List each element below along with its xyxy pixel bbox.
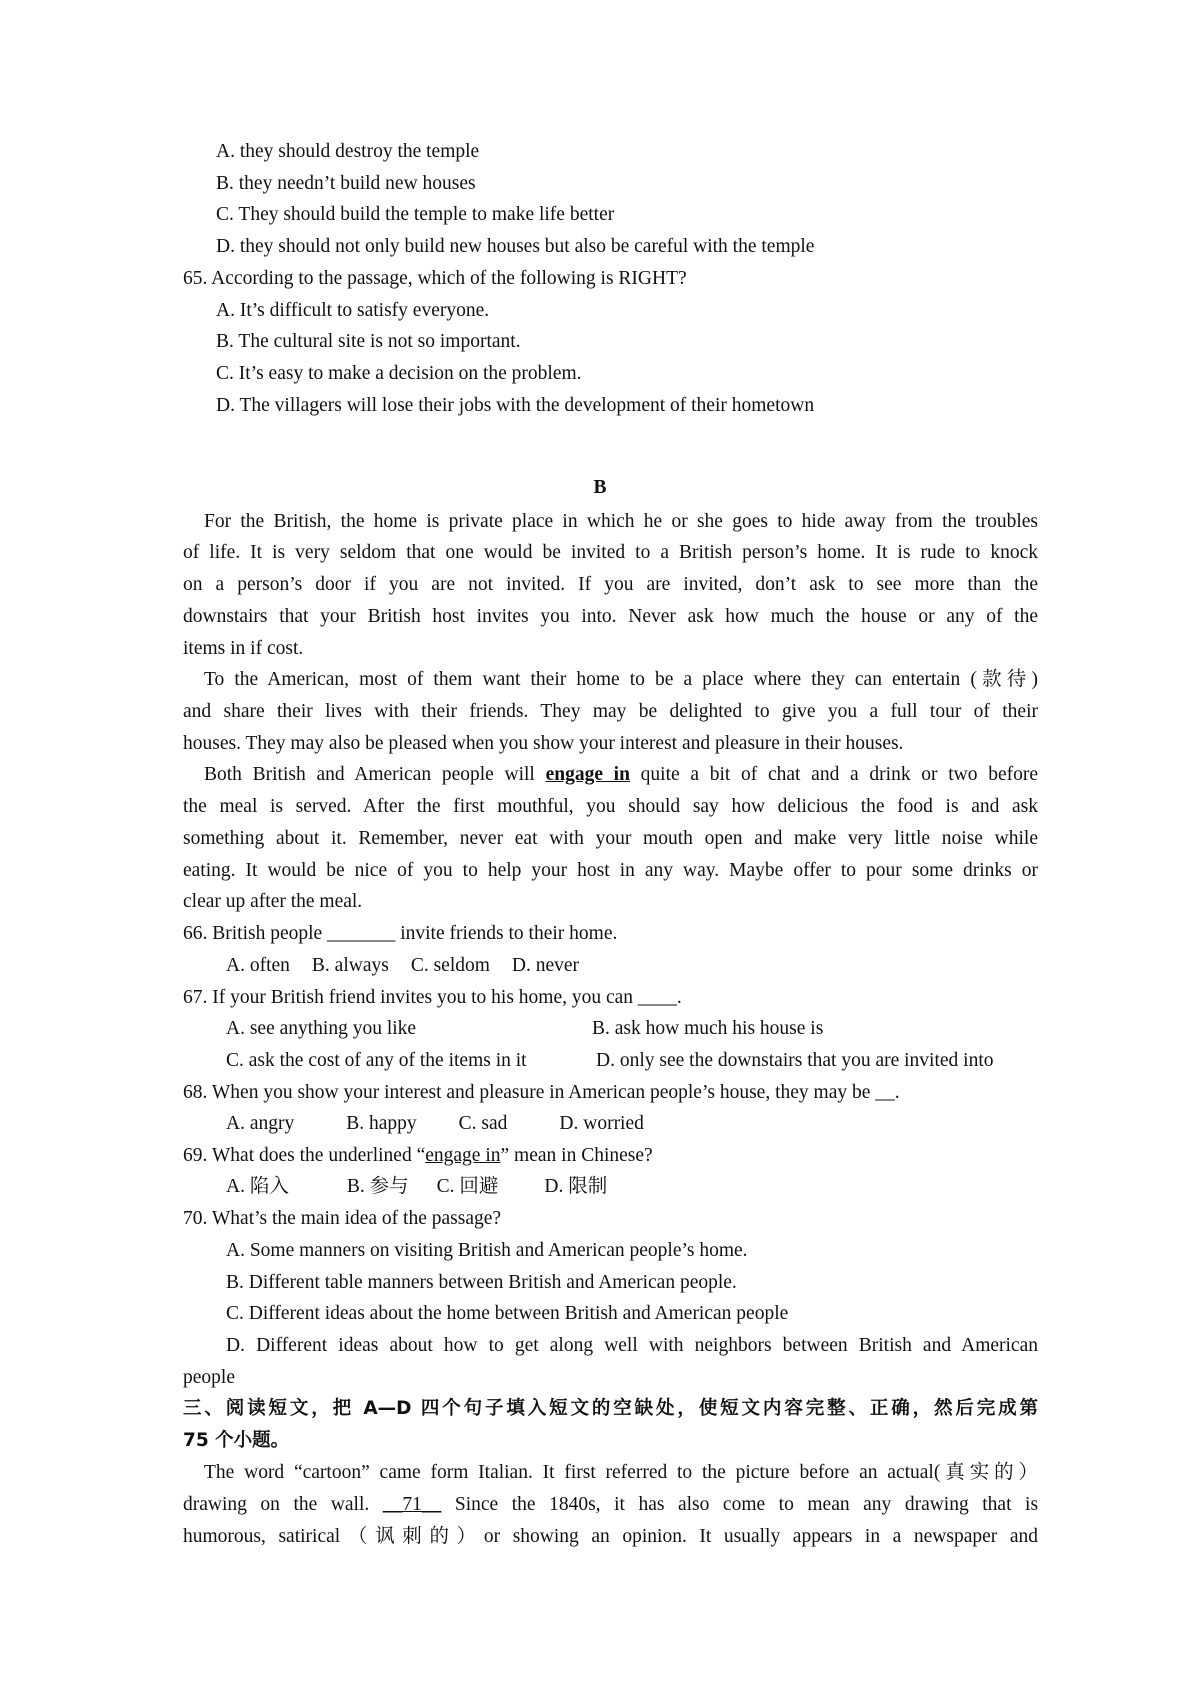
blank-71: __71__: [382, 1494, 442, 1515]
q67-option-d: D. only see the downstairs that you are invited into: [596, 1050, 994, 1071]
passage-b-p1-line-3: on a person’s door if you are not invited. If you are invited, don’t ask to see more than the: [183, 574, 1038, 595]
passage-b-p1-line-2: of life. It is very seldom that one would be invited to a British person’s home. It is rude to knock: [183, 542, 1038, 563]
q68-option-b: B. happy: [346, 1113, 417, 1134]
q68-options: [226, 1112, 666, 1136]
passage-b-p3-line-1: [204, 763, 1038, 787]
cartoon-line-2-post: Since the 1840s, it has also come to mean any drawing that is: [454, 1494, 1039, 1515]
passage-b-p3-line-4: eating. It would be nice of you to help your host in any way. Maybe offer to pour some drinks or: [183, 860, 1038, 881]
q64-option-a: A. they should destroy the temple: [216, 141, 480, 162]
q70-option-d-line-1: D. Different ideas about how to get along well with neighbors between British and American: [226, 1335, 1038, 1356]
q65-stem: 65. According to the passage, which of the following is RIGHT?: [183, 268, 687, 289]
cartoon-passage-line-2: [183, 1493, 1038, 1517]
q69-options: [226, 1175, 629, 1199]
q67-stem: 67. If your British friend invites you to his home, you can ____.: [183, 987, 682, 1008]
q68-option-d: D. worried: [559, 1113, 644, 1134]
q67-option-c: C. ask the cost of any of the items in it: [226, 1050, 527, 1071]
q68-option-a: A. angry: [226, 1113, 295, 1134]
q64-option-c: C. They should build the temple to make life better: [216, 204, 615, 225]
q70-option-b: B. Different table manners between British and American people.: [226, 1272, 737, 1293]
passage-b-p2-line-1: To the American, most of them want their home to be a place where they can entertain (款待): [204, 669, 1038, 690]
q64-option-b: B. they needn’t build new houses: [216, 173, 476, 194]
q65-option-d: D. The villagers will lose their jobs with the development of their hometown: [216, 395, 815, 416]
q66-option-d: D. never: [511, 955, 580, 976]
engage-in-keyword: engage in: [545, 764, 630, 785]
section-b-heading: B: [593, 477, 607, 498]
q69-stem-post: ” mean in Chinese?: [500, 1145, 653, 1166]
passage-b-p2-line-2: and share their lives with their friends. They may be delighted to give you a full tour of their: [183, 701, 1038, 722]
passage-b-p1-line-4: downstairs that your British host invites you into. Never ask how much the house or any of the: [183, 606, 1038, 627]
q69-stem-pre: 69. What does the underlined “: [183, 1145, 426, 1166]
q64-option-d: D. they should not only build new houses but also be careful with the temple: [216, 236, 815, 257]
q69-option-a: A. 陷入: [226, 1176, 289, 1197]
q68-stem: 68. When you show your interest and pleasure in American people’s house, they may be __.: [183, 1082, 900, 1103]
q69-option-b: B. 参与: [346, 1176, 409, 1197]
q66-options: [226, 954, 601, 978]
cartoon-passage-line-1: The word “cartoon” came form Italian. It first referred to the picture before an actual(真实的）: [204, 1462, 1038, 1483]
q69-option-d: D. 限制: [544, 1176, 608, 1197]
q66-stem: 66. British people _______ invite friends to their home.: [183, 923, 618, 944]
q65-option-b: B. The cultural site is not so important.: [216, 331, 521, 352]
q66-option-a: A. often: [226, 955, 290, 976]
q69-stem: [183, 1144, 653, 1168]
passage-b-p2-line-3: houses. They may also be pleased when you show your interest and pleasure in their houses.: [183, 733, 904, 754]
q70-option-c: C. Different ideas about the home between British and American people: [226, 1303, 789, 1324]
cartoon-passage-line-3: humorous, satirical（讽刺的）or showing an opinion. It usually appears in a newspaper and: [183, 1526, 1038, 1547]
passage-b-p3-line-2: the meal is served. After the first mouthful, you should say how delicious the food is and ask: [183, 796, 1038, 817]
q69-option-c: C. 回避: [436, 1176, 499, 1197]
q66-option-c: C. seldom: [410, 955, 490, 976]
q65-option-c: C. It’s easy to make a decision on the problem.: [216, 363, 582, 384]
section-3-instruction-line-1: 三、阅读短文，把 A—D 四个句子填入短文的空缺处，使短文内容完整、正确，然后完成第: [183, 1398, 1038, 1419]
p3-line-1-post: quite a bit of chat and a drink or two before: [640, 764, 1039, 785]
q67-option-b: B. ask how much his house is: [592, 1018, 824, 1039]
section-3-instruction-line-2: 75 个小题。: [183, 1430, 290, 1451]
cartoon-line-2-pre: drawing on the wall.: [183, 1494, 370, 1515]
p3-line-1-pre: Both British and American people will: [204, 764, 535, 785]
passage-b-p1-line-5: items in if cost.: [183, 638, 304, 659]
q70-stem: 70. What’s the main idea of the passage?: [183, 1208, 502, 1229]
q69-underlined-phrase: engage in: [425, 1145, 501, 1166]
q70-option-a: A. Some manners on visiting British and American people’s home.: [226, 1240, 748, 1261]
q66-option-b: B. always: [311, 955, 389, 976]
q65-option-a: A. It’s difficult to satisfy everyone.: [216, 300, 490, 321]
passage-b-p1-line-1: For the British, the home is private place in which he or she goes to hide away from the troubles: [204, 511, 1038, 532]
passage-b-p3-line-3: something about it. Remember, never eat with your mouth open and make very little noise while: [183, 828, 1038, 849]
q70-option-d-line-2: people: [183, 1367, 235, 1388]
q67-option-a: A. see anything you like: [226, 1018, 417, 1039]
passage-b-p3-line-5: clear up after the meal.: [183, 891, 363, 912]
q68-option-c: C. sad: [458, 1113, 508, 1134]
